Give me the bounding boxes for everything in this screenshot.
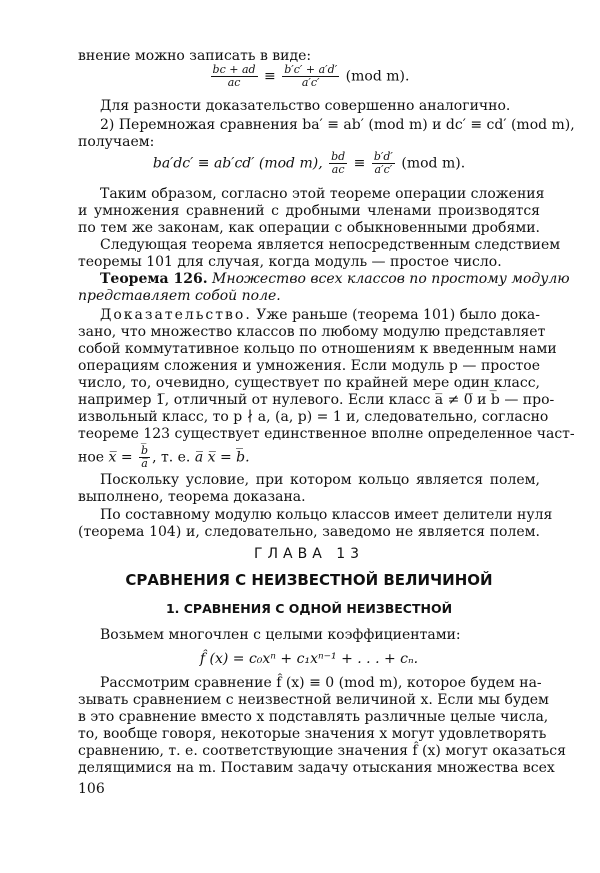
text-line: Рассмотрим сравнение f̂ (x) ≡ 0 (mod m), которое будем на- [100, 675, 542, 691]
text-line: операциям сложения и умножения. Если модуль p — простое [78, 358, 540, 374]
fraction [139, 445, 150, 470]
text-line: по тем же законам, как операции с обыкновенными дробями. [78, 220, 540, 236]
text-line: (теорема 104) и, следовательно, заведомо не является полем. [78, 524, 540, 540]
text-line: число, то, очевидно, существует по крайней мере один класс, [78, 375, 540, 391]
numerator: b̅ [141, 444, 149, 457]
text: , т. е. [152, 449, 191, 466]
proof-line [78, 307, 540, 324]
text-line: Таким образом, согласно этой теореме операции сложения [100, 186, 545, 202]
denominator: a̅ [141, 457, 148, 470]
equation-2 [78, 151, 540, 176]
numerator: b′c′ + a′d′ [284, 63, 338, 76]
text-line: По составному модулю кольцо классов имеет делители нуля [100, 507, 553, 523]
equation-part: ba′dc′ ≡ ab′cd′ (mod m), [152, 155, 323, 172]
section-title: 1. СРАВНЕНИЯ С ОДНОЙ НЕИЗВЕСТНОЙ [165, 601, 453, 616]
text-line: собой коммутативное кольцо по отношениям к введенным нами [78, 341, 557, 357]
text-line: 2) Перемножая сравнения ba′ ≡ ab′ (mod m) и dc′ ≡ cd′ (mod m), [100, 117, 575, 133]
text: ное [78, 449, 105, 466]
text-line: в это сравнение вместо x подставлять различные целые числа, [78, 709, 549, 725]
formula: a̅ x̅ = b̅. [194, 449, 250, 466]
text: Уже раньше (теорема 101) было дока- [256, 307, 540, 323]
congruence-sign: ≡ [353, 155, 366, 172]
theorem-text: представляет собой поле. [78, 288, 281, 304]
text-line: Следующая теорема является непосредственным следствием [100, 237, 561, 253]
denominator: ac [331, 163, 345, 176]
text-line: зывать сравнением с неизвестной величиной x. Если мы будем [78, 692, 549, 708]
numerator: b′d′ [373, 150, 393, 163]
text-line: получаем: [78, 134, 155, 150]
text-line: теореме 123 существует единственное вполне определенное част- [78, 426, 575, 442]
denominator: a′c′ [374, 163, 393, 176]
fraction [211, 64, 258, 89]
formula: x̅ = [108, 449, 133, 466]
text-line: то, вообще говоря, некоторые значения x могут удовлетворять [78, 726, 547, 742]
text-line: извольный класс, то p ∤ a, (a, p) = 1 и, следовательно, согласно [78, 409, 549, 425]
theorem-label: Теорема 126. [100, 271, 208, 287]
text-line: выполнено, теорема доказана. [78, 489, 306, 505]
text-line: теоремы 101 для случая, когда модуль — простое число. [78, 254, 502, 270]
fraction [329, 151, 347, 176]
theorem-text: Множество всех классов по простому модулю [212, 271, 570, 287]
modulus: (mod m). [345, 68, 410, 85]
text-line: внение можно записать в виде: [78, 48, 312, 64]
numerator: bd [331, 150, 346, 163]
denominator: a′c′ [301, 76, 320, 89]
text-line: сравнению, т. е. соответствующие значения f̂ (x) могут оказаться [78, 743, 566, 759]
fraction [372, 151, 395, 176]
denominator: ac [227, 76, 241, 89]
text-line: и умножения сравнений с дробными членами производятся [78, 203, 540, 219]
chapter-number: ГЛАВА 13 [253, 546, 365, 562]
text-line: делящимися на m. Поставим задачу отыскания множества всех [78, 760, 555, 776]
congruence-sign: ≡ [264, 68, 276, 85]
text-line: Возьмем многочлен с целыми коэффициентами: [100, 627, 461, 643]
modulus: (mod m). [401, 155, 466, 172]
equation-1 [78, 64, 540, 89]
text-line: Для разности доказательство совершенно аналогично. [100, 98, 511, 114]
text-line: например 1̅, отличный от нулевого. Если класс a̅ ≠ 0̅ и b̅ — про- [78, 392, 555, 408]
text-line: зано, что множество классов по любому модулю представляет [78, 324, 546, 340]
text-line [78, 445, 540, 470]
text-line: Поскольку условие, при котором кольцо является полем, [100, 472, 540, 488]
page-number: 106 [78, 781, 105, 797]
fraction [282, 64, 339, 89]
chapter-title: СРАВНЕНИЯ С НЕИЗВЕСТНОЙ ВЕЛИЧИНОЙ [125, 571, 493, 589]
numerator: bc + ad [212, 63, 256, 76]
polynomial-formula: f̂ (x) = c₀xⁿ + c₁xⁿ⁻¹ + . . . + cₙ. [199, 651, 419, 667]
proof-label: Доказательство. [100, 307, 252, 323]
theorem-line [78, 271, 570, 288]
